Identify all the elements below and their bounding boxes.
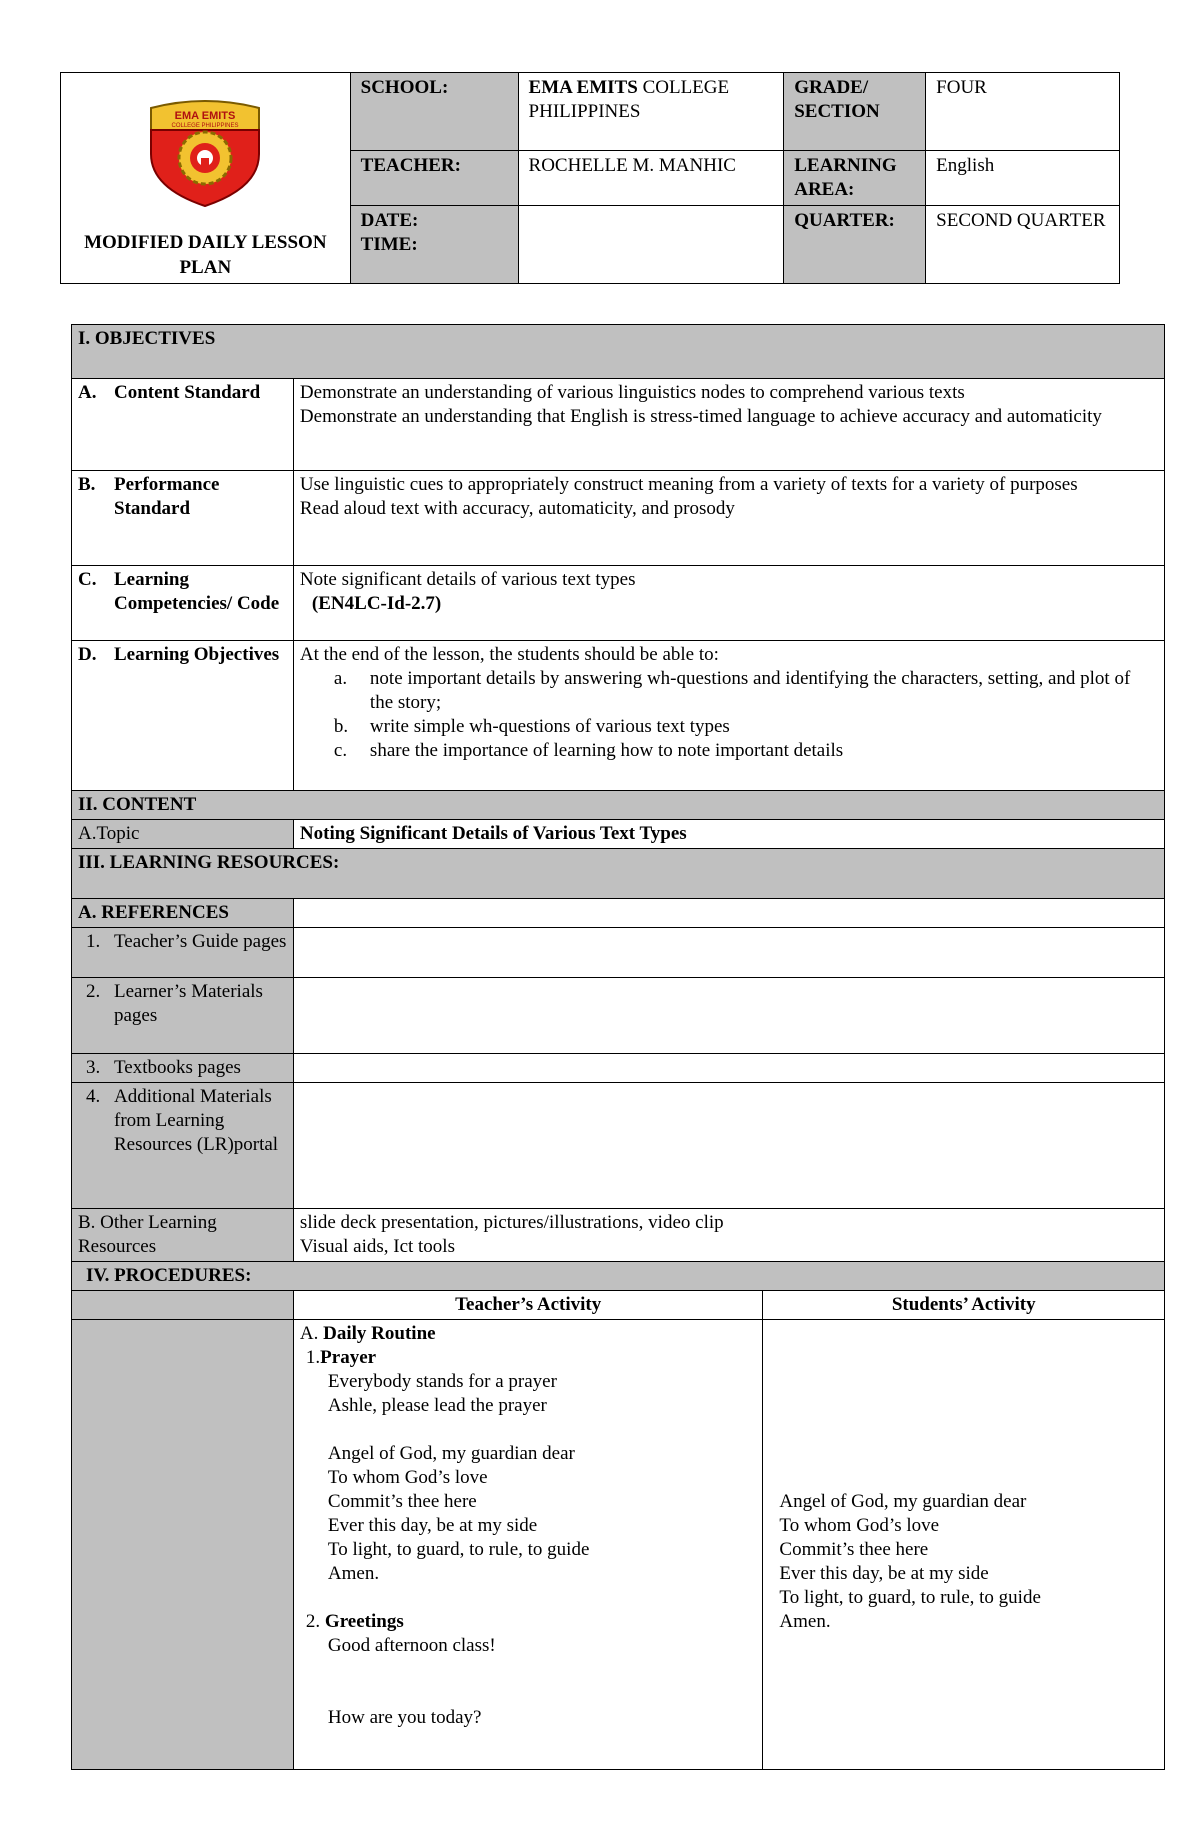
grade-value: FOUR [926,73,1120,151]
topic-value: Noting Significant Details of Various Text Types [293,820,1164,849]
objective-item: c. share the importance of learning how to note important details [333,740,844,761]
school-value [518,73,784,151]
resource-item: 1. Teacher’s Guide pages [72,928,294,978]
school-name-rest: COLLEGE PHILIPPINES [528,77,730,122]
greetings-title: Greetings [324,1611,404,1632]
learning-objectives-text: At the end of the lesson, the students should be able to: a. note important details by answering wh-questions and identifying the characters, setting, and plot of the story; b. write simple wh-questions of various text types c. share the importance of learning how to note important details [293,641,1164,791]
teacher-activity-cell: A. Daily Routine 1.Prayer Everybody stands for a prayer Ashle, please lead the prayer Angel of God, my guardian dear To whom God’s love Commit’s thee here Ever this day, be at my side To light, to guard, to rule, to guide Amen. 2. Greetings Good afternoon class! How are you today? [293,1320,763,1770]
competencies-text: Note significant details of various text types (EN4LC-Id-2.7) [293,566,1164,641]
date-value [518,206,784,284]
daily-routine-title: Daily Routine [323,1323,436,1344]
content-standard-label: A. Content Standard [72,379,294,471]
performance-standard-label: B. Performance Standard [72,471,294,566]
procedures-heading: IV. PROCEDURES: [72,1262,1165,1291]
school-logo-icon [147,100,263,208]
lesson-plan-table [71,324,1165,1770]
content-standard-text: Demonstrate an understanding of various linguistics nodes to comprehend various texts Demonstrate an understanding that English is stress-timed language to achieve accuracy and automaticity [293,379,1164,471]
resource-item: 4. Additional Materials from Learning Resources (LR)portal [72,1083,294,1209]
quarter-label: QUARTER: [794,210,895,231]
area-label: LEARNING AREA: [794,155,897,200]
resources-heading: III. LEARNING RESOURCES: [72,849,1165,899]
objective-item: a. note important details by answering wh-questions and identifying the characters, setting, and plot of the story; [333,668,1131,713]
logo-subtext: COLLEGE PHILIPPINES [171,123,239,129]
logo-cell [61,73,351,284]
area-value: English [926,151,1120,206]
objectives-heading: I. OBJECTIVES [72,325,1165,379]
header-table [60,72,1120,284]
logo-text: EMA EMITS [174,110,236,122]
prayer-title: Prayer [320,1347,377,1368]
competencies-label: C. Learning Competencies/ Code [72,566,294,641]
student-activity-header: Students’ Activity [763,1291,1165,1320]
performance-standard-text: Use linguistic cues to appropriately construct meaning from a variety of texts for a variety of purposes Read aloud text with accuracy, automaticity, and prosody [293,471,1164,566]
grade-label: GRADE/ SECTION [794,77,880,122]
learning-objectives-label: D. Learning Objectives [72,641,294,791]
references-label: A. REFERENCES [72,899,294,928]
content-heading: II. CONTENT [72,791,1165,820]
time-label: TIME: [360,234,418,255]
quarter-value: SECOND QUARTER [926,206,1120,284]
competency-code: (EN4LC-Id-2.7) [311,593,442,614]
school-name-bold: EMA EMITS [528,77,638,98]
lesson-plan-title: MODIFIED DAILY LESSON PLAN [84,232,327,278]
objective-item: b. write simple wh-questions of various text types [333,716,730,737]
topic-label: A.Topic [72,820,294,849]
other-resources-label: B. Other Learning Resources [72,1209,294,1262]
teacher-value: ROCHELLE M. MANHIC [518,151,784,206]
other-resources-text: slide deck presentation, pictures/illustrations, video clip Visual aids, Ict tools [293,1209,1164,1262]
teacher-label: TEACHER: [360,155,461,176]
student-activity-cell: Angel of God, my guardian dear To whom God’s love Commit’s thee here Ever this day, be at my side To light, to guard, to rule, to guide Amen. [763,1320,1165,1770]
school-label: SCHOOL: [360,77,449,98]
resource-item: 2. Learner’s Materials pages [72,978,294,1054]
date-label: DATE: [360,210,419,231]
resource-item: 3. Textbooks pages [72,1054,294,1083]
teacher-activity-header: Teacher’s Activity [293,1291,763,1320]
